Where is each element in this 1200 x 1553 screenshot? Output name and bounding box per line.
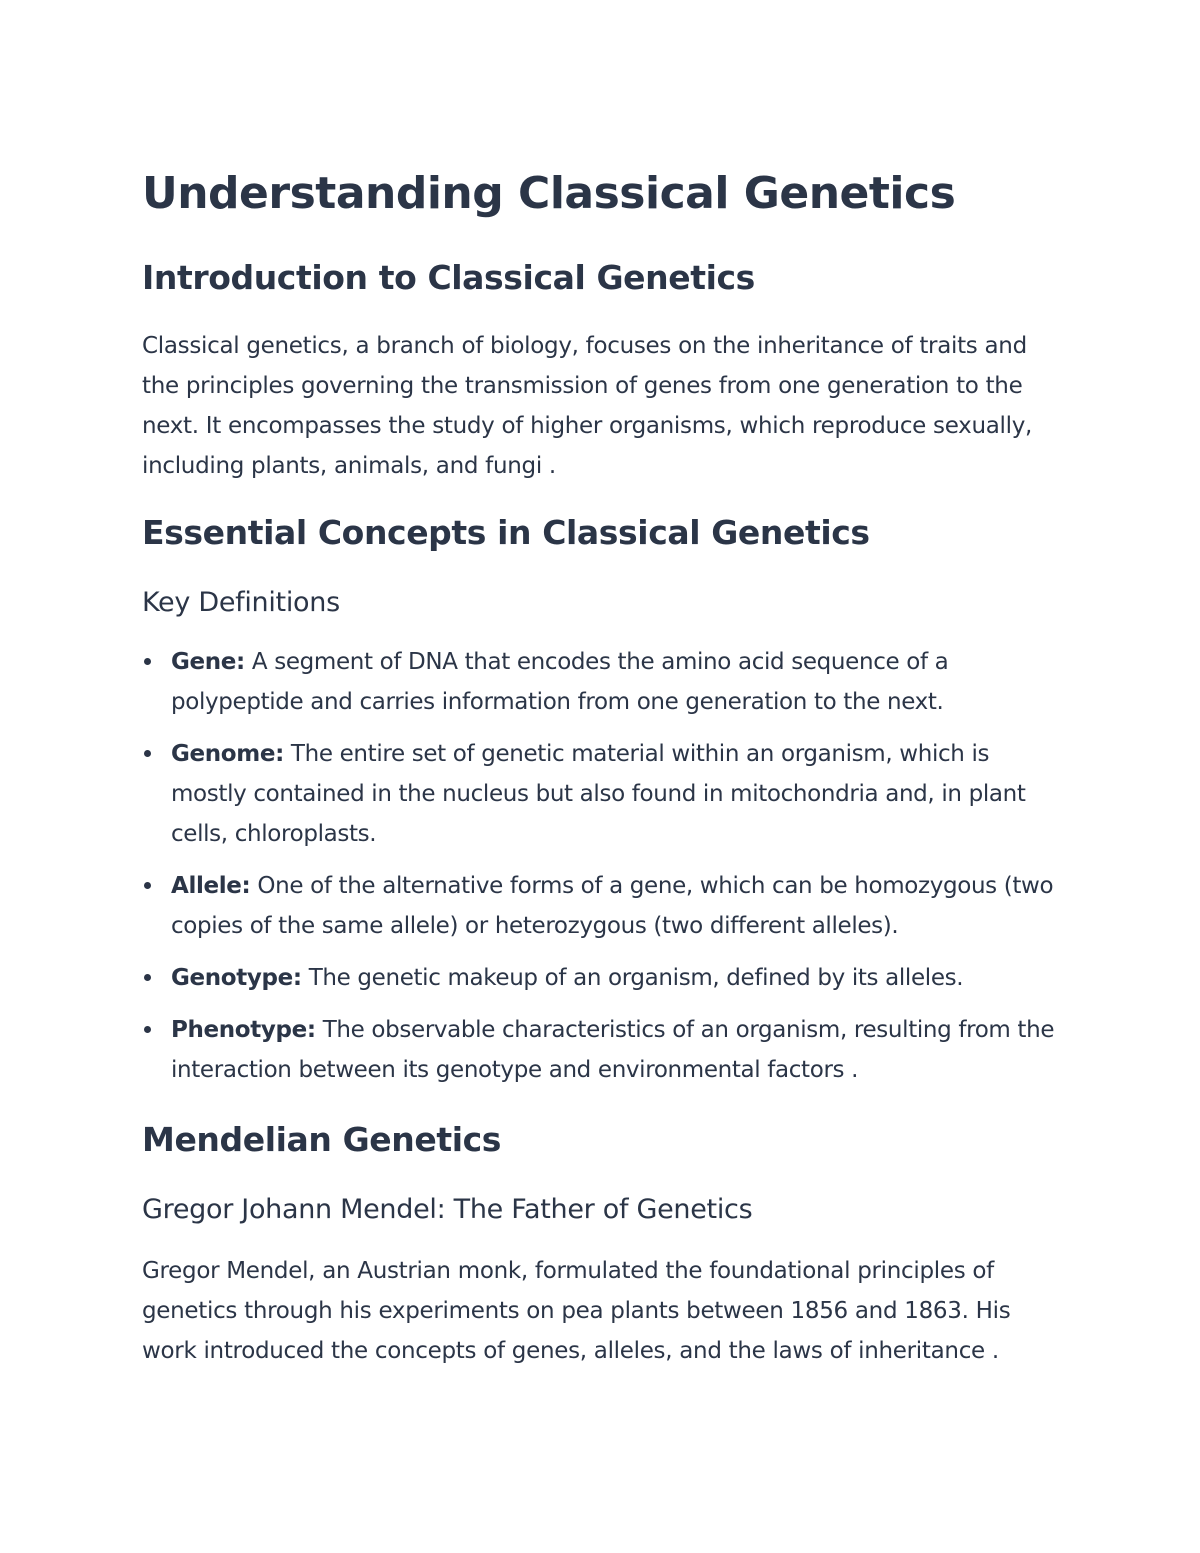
bullet-icon: [144, 658, 151, 665]
intro-heading: Introduction to Classical Genetics: [142, 258, 755, 297]
page-title: Understanding Classical Genetics: [142, 168, 956, 219]
definition-text: The entire set of genetic material within an organism, which is mostly contained in the nucleus but also found in mitochondria and, in plant cells, chloroplasts.: [171, 741, 1026, 847]
definition-text: One of the alternative forms of a gene, which can be homozygous (two copies of the same allele) or heterozygous (two different alleles).: [171, 873, 1054, 939]
mendel-subheading: Gregor Johann Mendel: The Father of Genetics: [142, 1194, 753, 1225]
definition-term: Genome:: [171, 741, 284, 767]
definition-term: Phenotype:: [171, 1017, 316, 1043]
mendel-paragraph: Gregor Mendel, an Austrian monk, formulated the foundational principles of genetics through his experiments on pea plants between 1856 and 1863. His work introduced the concepts of genes, alleles, and the laws of inheritance .: [142, 1258, 1011, 1364]
definition-text: The observable characteristics of an organism, resulting from the interaction between its genotype and environmental factors .: [171, 1017, 1055, 1083]
definition-text: The genetic makeup of an organism, defined by its alleles.: [301, 965, 964, 991]
definition-term: Gene:: [171, 649, 245, 675]
definition-text: A segment of DNA that encodes the amino acid sequence of a polypeptide and carries information from one generation to the next.: [171, 649, 949, 715]
definition-item-genotype: [142, 958, 1062, 998]
intro-paragraph: Classical genetics, a branch of biology, focuses on the inheritance of traits and the principles governing the transmission of genes from one generation to the next. It encompasses the study of higher organisms, which reproduce sexually, including plants, animals, and fungi .: [142, 333, 1033, 479]
definition-term: Genotype:: [171, 965, 302, 991]
bullet-icon: [144, 1026, 151, 1033]
definition-item-allele: [142, 866, 1062, 946]
definition-item-phenotype: [142, 1010, 1062, 1090]
definition-item-gene: [142, 642, 1062, 722]
concepts-heading: Essential Concepts in Classical Genetics: [142, 513, 870, 552]
bullet-icon: [144, 882, 151, 889]
definitions-list: [142, 642, 1062, 1102]
definition-term: Allele:: [171, 873, 251, 899]
mendelian-heading: Mendelian Genetics: [142, 1120, 502, 1159]
bullet-icon: [144, 750, 151, 757]
key-definitions-heading: Key Definitions: [142, 587, 340, 618]
definition-item-genome: [142, 734, 1062, 854]
bullet-icon: [144, 974, 151, 981]
